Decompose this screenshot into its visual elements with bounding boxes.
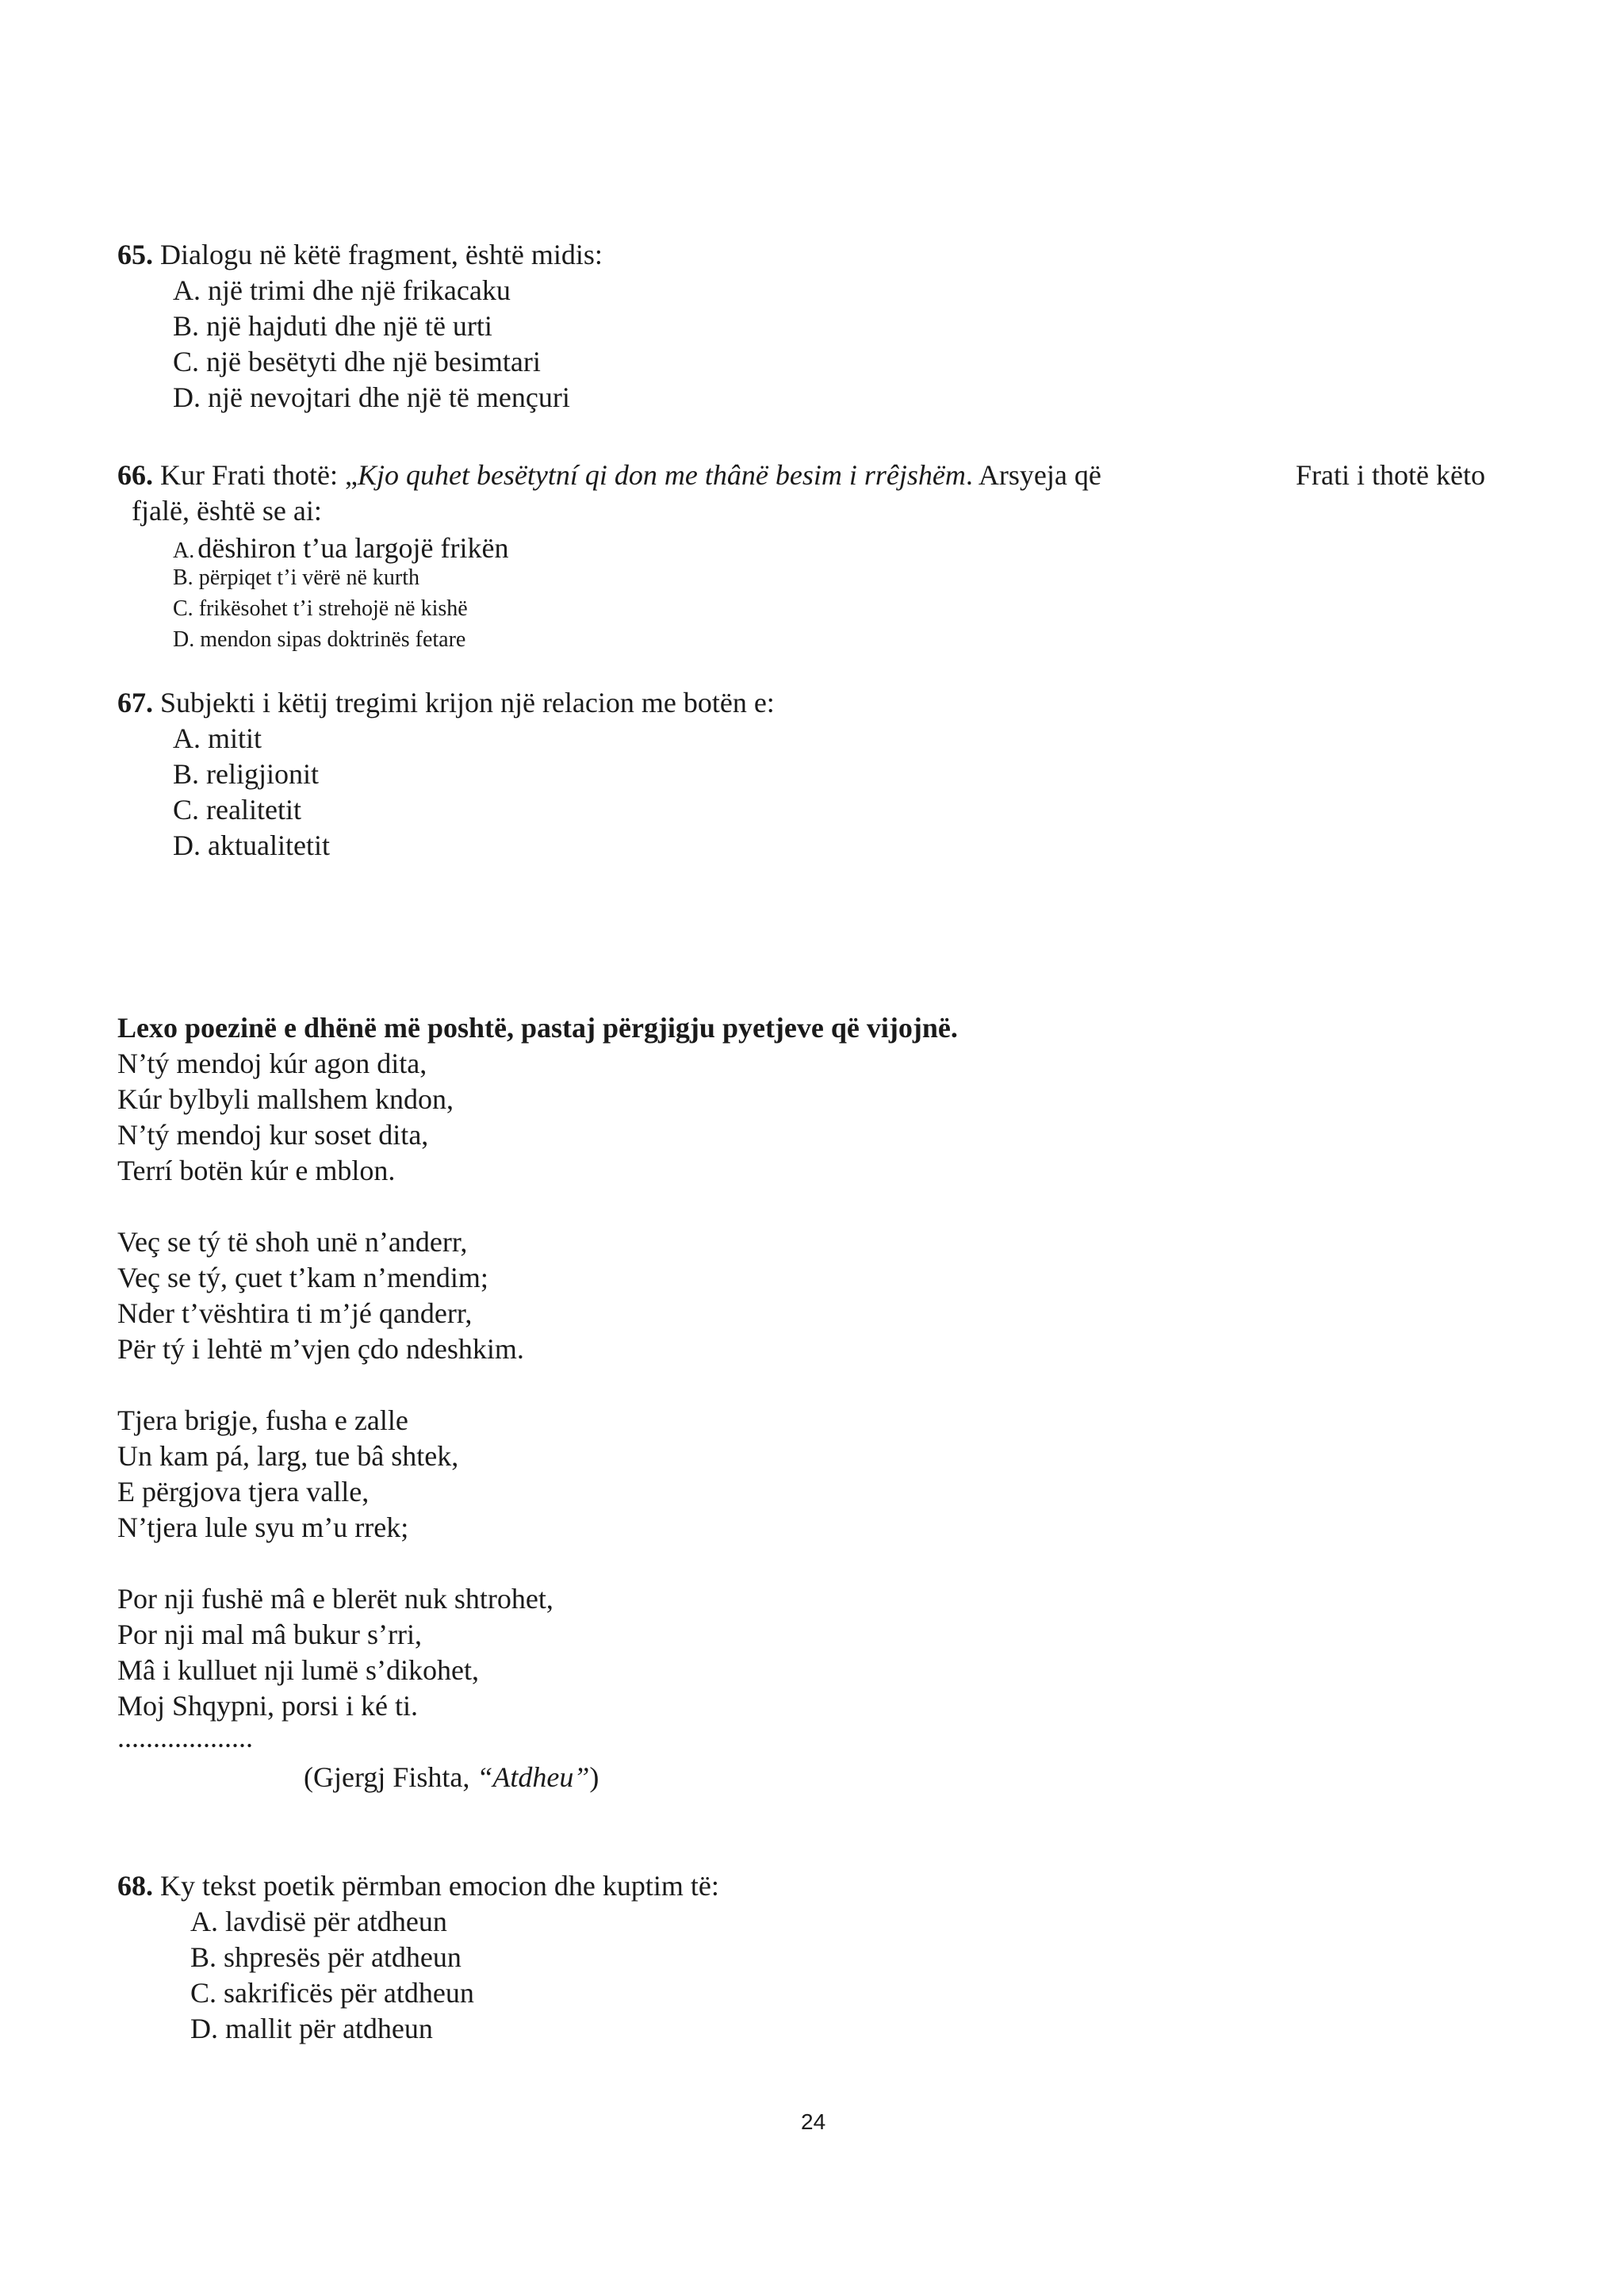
poem-line: Kúr bylbyli mallshem kndon, <box>117 1083 454 1115</box>
option-67-b: B. religjionit <box>173 758 319 790</box>
poem-title: “Atdheu” <box>477 1761 590 1793</box>
question-68-stem <box>117 1869 719 1902</box>
poem-line: Për tý i lehtë m’vjen çdo ndeshkim. <box>117 1333 524 1365</box>
option-66-a <box>173 531 508 565</box>
poem-line: Veç se tý, çuet t’kam n’mendim; <box>117 1262 488 1293</box>
option-67-d: D. aktualitetit <box>173 829 330 861</box>
poem-line: Veç se tý të shoh unë n’anderr, <box>117 1226 468 1258</box>
poem-line: Mâ i kulluet nji lumë s’dikohet, <box>117 1654 479 1686</box>
question-number: 66. <box>117 459 153 491</box>
poem-line: Por nji fushë mâ e blerët nuk shtrohet, <box>117 1583 553 1615</box>
option-text: dëshiron t’ua largojë frikën <box>197 532 509 564</box>
option-66-d <box>173 627 465 653</box>
option-68-d: D. mallit për atdheun <box>190 2013 433 2044</box>
poem-instruction: Lexo poezinë e dhënë më poshtë, pastaj përgjigju pyetjeve që vijojnë. <box>117 1012 958 1044</box>
poem-line: Nder t’vështira ti m’jé qanderr, <box>117 1297 473 1329</box>
option-68-c: C. sakrificës për atdheun <box>190 1977 474 2009</box>
question-number: 68. <box>117 1870 153 1902</box>
option-letter: C. <box>173 596 193 621</box>
poem-line: Tjera brigje, fusha e zalle <box>117 1404 408 1436</box>
poem-line: Por nji mal mâ bukur s’rri, <box>117 1619 422 1650</box>
option-letter: A. <box>173 538 195 563</box>
option-68-a: A. lavdisë për atdheun <box>190 1906 447 1937</box>
poem-line: N’tjera lule syu m’u rrek; <box>117 1511 409 1543</box>
option-67-c: C. realitetit <box>173 794 301 826</box>
question-66-right-text: Frati i thotë këto <box>1296 459 1485 491</box>
poem-ellipsis: ................... <box>117 1722 253 1753</box>
page-number: 24 <box>801 2109 826 2134</box>
poem-line: Terrí botën kúr e mblon. <box>117 1155 396 1186</box>
option-letter: D. <box>173 627 195 652</box>
question-quote: Kjo quhet besëtytní qi don me thânë besim i rrêjshëm <box>357 459 966 491</box>
option-65-c: C. një besëtyti dhe një besimtari <box>173 346 541 377</box>
option-text: mendon sipas doktrinës fetare <box>200 627 466 652</box>
question-66-stem <box>117 458 1101 492</box>
option-65-b: B. një hajduti dhe një të urti <box>173 310 492 342</box>
option-67-a: A. mitit <box>173 722 262 754</box>
poem-line: Moj Shqypni, porsi i ké ti. <box>117 1690 419 1722</box>
question-66-line2: fjalë, është se ai: <box>132 495 322 527</box>
poem-attribution: (Gjergj Fishta, “Atdheu”) <box>304 1761 599 1793</box>
question-text-suffix: . Arsyeja që <box>965 459 1101 491</box>
question-text: Dialogu në këtë fragment, është midis: <box>153 239 603 270</box>
question-number: 65. <box>117 239 153 270</box>
poem-line: N’tý mendoj kúr agon dita, <box>117 1048 427 1079</box>
question-text: Subjekti i këtij tregimi krijon një relacion me botën e: <box>153 687 775 718</box>
poem-line: N’tý mendoj kur soset dita, <box>117 1119 429 1151</box>
option-letter: B. <box>173 565 193 590</box>
question-65-stem <box>117 238 603 271</box>
poem-line: E përgjova tjera valle, <box>117 1476 370 1508</box>
question-text-prefix: Kur Frati thotë: „ <box>153 459 358 491</box>
question-67-stem <box>117 686 775 719</box>
option-66-b <box>173 565 419 591</box>
option-text: frikësohet t’i strehojë në kishë <box>198 596 468 621</box>
option-65-a: A. një trimi dhe një frikacaku <box>173 274 511 306</box>
option-68-b: B. shpresës për atdheun <box>190 1941 462 1973</box>
poem-line: Un kam pá, larg, tue bâ shtek, <box>117 1440 459 1472</box>
option-65-d: D. një nevojtari dhe një të mençuri <box>173 381 570 413</box>
option-66-c <box>173 596 468 622</box>
question-number: 67. <box>117 687 153 718</box>
option-text: përpiqet t’i vërë në kurth <box>198 565 420 590</box>
question-text: Ky tekst poetik përmban emocion dhe kuptim të: <box>153 1870 719 1902</box>
